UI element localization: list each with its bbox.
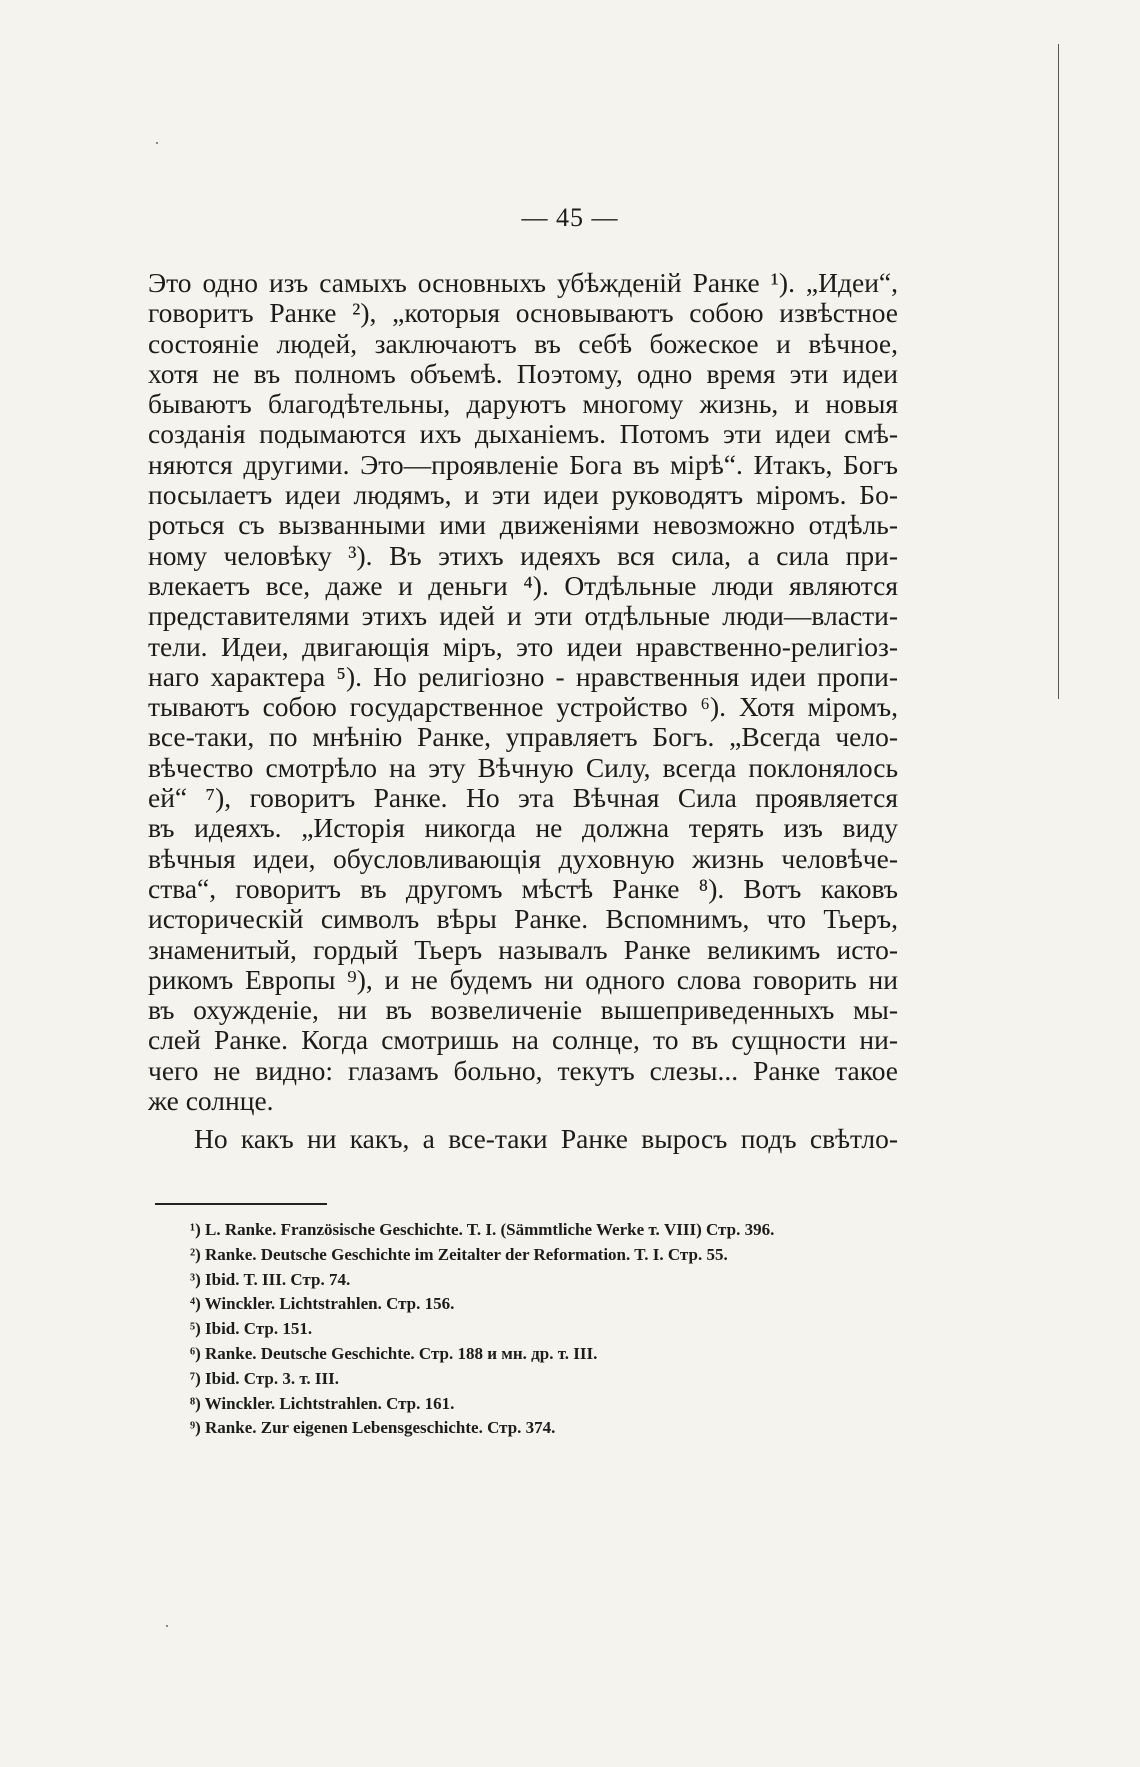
text-line: рикомъ Европы ⁹), и не будемъ ни одного слова говорить ни	[148, 963, 898, 995]
text-line: няются другими. Это—проявленіе Бога въ мірѣ“. Итакъ, Богъ	[148, 448, 898, 480]
text-line: бываютъ благодѣтельны, даруютъ многому жизнь, и новыя	[148, 388, 898, 420]
scan-speck	[166, 1625, 168, 1627]
text-line: въ охужденіе, ни въ возвеличеніе вышеприведенныхъ мы-	[148, 994, 898, 1026]
footnote	[190, 1367, 910, 1392]
footnote-mark: ⁹)	[190, 1418, 201, 1438]
text-line: вѣчныя идеи, обусловливающія духовную жизнь человѣче-	[148, 842, 898, 874]
footnote	[190, 1416, 910, 1441]
footnote	[190, 1268, 910, 1293]
footnote-text: Winckler. Lichtstrahlen. Стр. 161.	[204, 1393, 455, 1413]
text-line: Это одно изъ самыхъ основныхъ убѣжденій Ранке ¹). „Идеи“,	[148, 267, 898, 298]
footnote-separator	[155, 1203, 327, 1205]
text-line: тели. Идеи, двигающія міръ, это идеи нравственно-религіоз-	[148, 630, 898, 662]
text-line: слей Ранке. Когда смотришь на солнце, то въ сущности ни-	[148, 1024, 898, 1056]
footnote	[190, 1218, 910, 1243]
footnote-mark: ²)	[190, 1244, 201, 1264]
text-line: наго характера ⁵). Но религіозно - нравственныя идеи пропи-	[148, 660, 898, 692]
footnote	[190, 1342, 910, 1367]
footnote-text: L. Ranke. Französische Geschichte. T. I. (Sämmtliche Werke т. VIII) Стр. 396.	[205, 1220, 775, 1239]
footnote	[190, 1292, 910, 1317]
footnote-text: Ranke. Deutsche Geschichte im Zeitalter der Reformation. T. I. Стр. 55.	[205, 1244, 728, 1264]
text-line: влекаетъ все, даже и деньги ⁴). Отдѣльные люди являются	[148, 569, 898, 601]
text-line: хотя не въ полномъ объемѣ. Поэтому, одно время эти идеи	[148, 357, 898, 389]
footnote-text: Ranke. Zur eigenen Lebensgeschichte. Стр. 374.	[205, 1418, 556, 1438]
footnote-text: Ranke. Deutsche Geschichte. Стр. 188 и мн. др. т. III.	[205, 1343, 598, 1363]
scan-speck	[156, 142, 158, 144]
footnotes	[190, 1218, 910, 1441]
footnote-mark: ⁷)	[190, 1368, 201, 1388]
text-line: же солнце.	[148, 1085, 274, 1117]
footnote	[190, 1243, 910, 1268]
footnote-text: Ibid. Стр. 3. т. III.	[205, 1368, 339, 1388]
text-line: все-таки, по мнѣнію Ранке, управляетъ Богъ. „Всегда чело-	[148, 721, 898, 753]
text-line: чего не видно: глазамъ больно, текутъ слезы... Ранке такое	[148, 1054, 898, 1086]
footnote-mark: ¹)	[190, 1220, 201, 1239]
scan-edge-line	[1058, 44, 1059, 699]
footnote-mark: ⁴)	[190, 1294, 201, 1314]
footnote	[190, 1392, 910, 1417]
footnote-mark: ⁶)	[190, 1343, 201, 1363]
text-line: роться съ вызванными ими движеніями невозможно отдѣль-	[148, 509, 898, 541]
page-number: — 45 —	[521, 203, 619, 232]
text-line: ства“, говоритъ въ другомъ мѣстѣ Ранке ⁸). Вотъ каковъ	[148, 872, 898, 904]
paragraph-start-line: Но какъ ни какъ, а все-таки Ранке выросъ подъ свѣтло-	[194, 1123, 898, 1155]
text-line: въ идеяхъ. „Исторія никогда не должна терять изъ виду	[148, 812, 898, 844]
text-line: историческій символъ вѣры Ранке. Вспомнимъ, что Тьеръ,	[148, 903, 898, 935]
text-line: представителями этихъ идей и эти отдѣльные люди—власти-	[148, 600, 898, 632]
text-line: знаменитый, гордый Тьеръ называлъ Ранке великимъ исто-	[148, 933, 898, 965]
body-text	[148, 268, 898, 1155]
text-line: созданія подымаются ихъ дыханіемъ. Потомъ эти идеи смѣ-	[148, 418, 898, 450]
text-line: ей“ ⁷), говоритъ Ранке. Но эта Вѣчная Сила проявляется	[148, 782, 898, 814]
text-line: посылаетъ идеи людямъ, и эти идеи руководятъ міромъ. Бо-	[148, 479, 898, 511]
footnote-text: Ibid. Стр. 151.	[205, 1319, 313, 1339]
footnote	[190, 1317, 910, 1342]
footnote-text: Winckler. Lichtstrahlen. Стр. 156.	[204, 1294, 455, 1314]
text-line: тываютъ собою государственное устройство ⁶). Хотя міромъ,	[148, 691, 898, 723]
text-line: состояніе людей, заключаютъ въ себѣ божеское и вѣчное,	[148, 327, 898, 359]
text-line: говоритъ Ранке ²), „которыя основываютъ собою извѣстное	[148, 297, 898, 329]
footnote-mark: ³)	[190, 1269, 201, 1289]
text-line: вѣчество смотрѣло на эту Вѣчную Силу, всегда поклонялось	[148, 751, 898, 783]
text-line: ному человѣку ³). Въ этихъ идеяхъ вся сила, а сила при-	[148, 539, 898, 571]
footnote-mark: ⁸)	[190, 1393, 201, 1413]
footnote-text: Ibid. T. III. Стр. 74.	[205, 1269, 351, 1289]
footnote-mark: ⁵)	[190, 1319, 201, 1339]
